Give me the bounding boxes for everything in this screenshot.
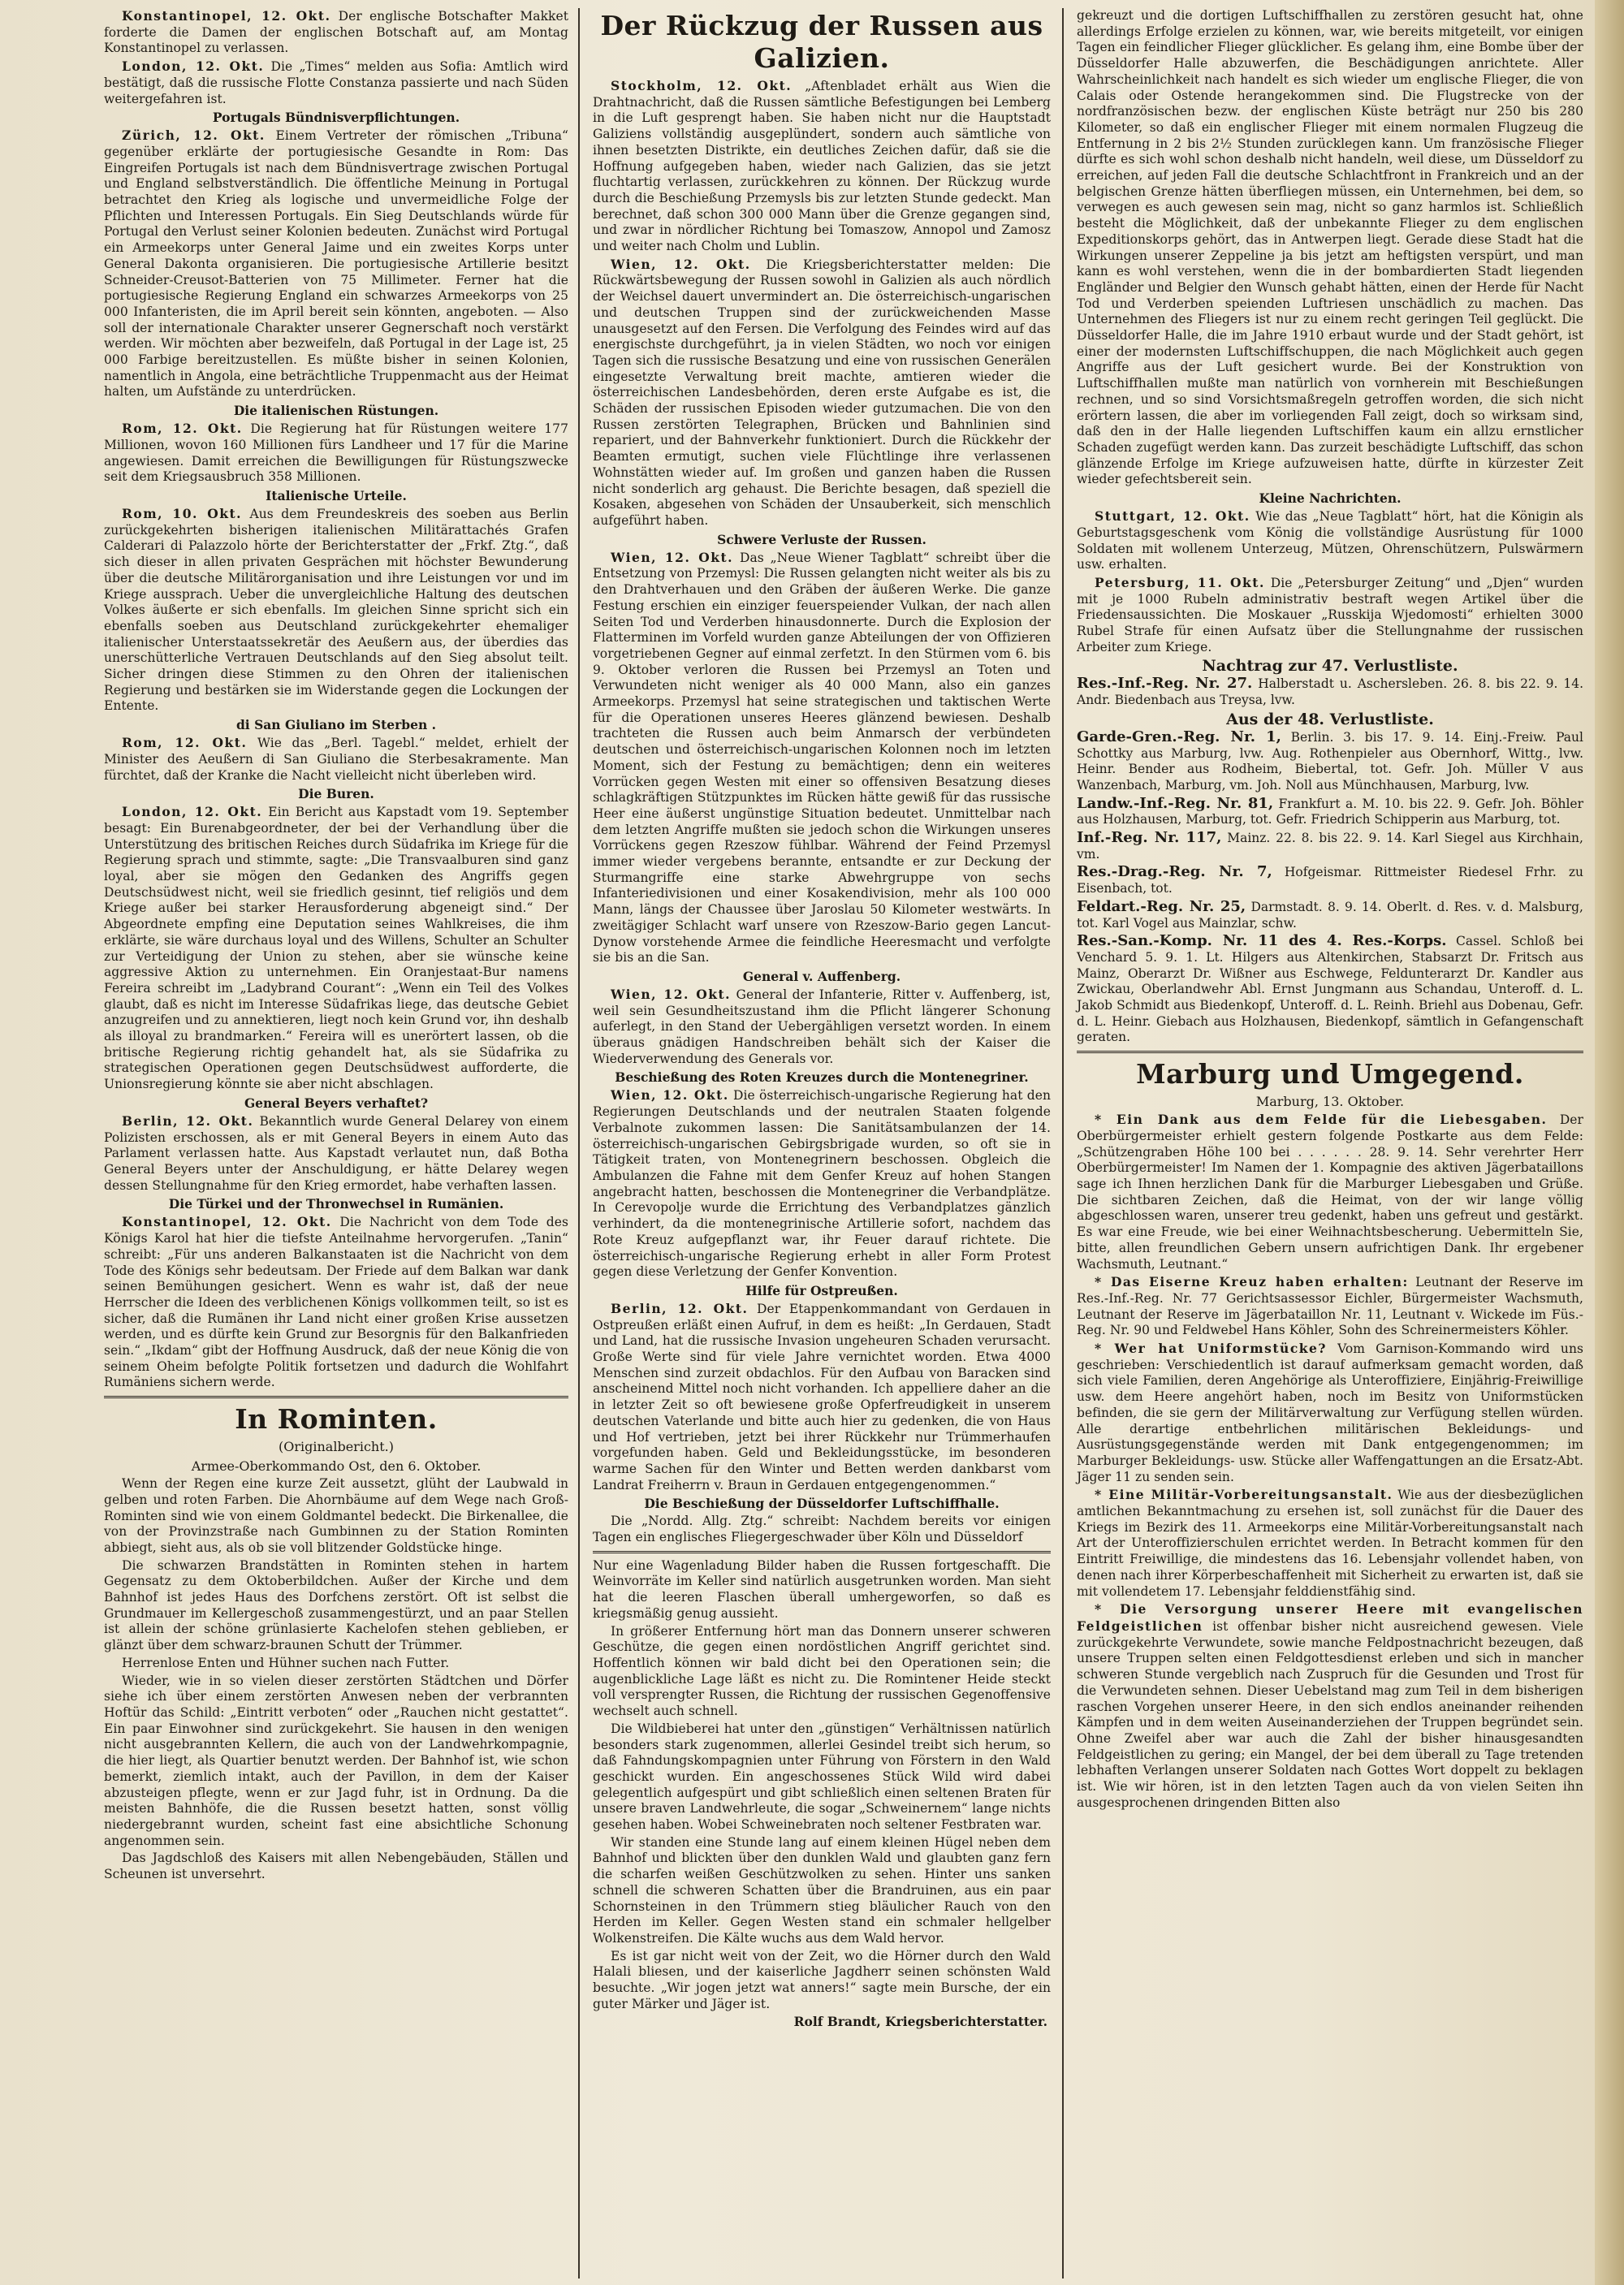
heading-nachtrag: Nachtrag zur 47. Verlustliste. — [1202, 657, 1458, 676]
dateline: * Wer hat Uniformstücke? — [1095, 1341, 1327, 1357]
section-duesseldorf-cont — [1077, 8, 1583, 488]
dateline: Berlin, 12. Okt. — [611, 1300, 749, 1316]
paragraph — [104, 1214, 568, 1391]
paragraph — [1077, 1601, 1583, 1811]
paragraph — [593, 78, 1051, 255]
section-rominten-cont — [593, 1558, 1051, 2013]
rominten-subtitle: (Originalbericht.) — [279, 1439, 394, 1455]
paragraph — [1077, 1274, 1583, 1339]
paragraph — [593, 1514, 1051, 1545]
paragraph-text: gekreuzt und die dortigen Luftschiffhallen zu zerstören gesucht hat, ohne allerdings Erfolge erzielen zu können, war, wie bereits mitgeteilt, vor einigen Tagen ein feindlicher Flieger glücklicher. Es gelang ihm, eine Bombe über der Düsseldorfer Halle abzuwerfen, die Beschädigungen anrichtete. Aller Wahrscheinlichkeit nach handelt es sich wieder um englische Flieger, die von Calais oder Ostende herangekommen sind. Die Flugstrecke von der nordfranzösischen bezw. der englischen Küste beträgt nur 250 bis 280 Kilometer, so daß ein englischer Flieger mit einem normalen Flugzeug die Entfernung in 2 bis 2½ Stunden zurücklegen kann. Um französische Flieger dürfte es sich wohl schon deshalb nicht handeln, weil diese, um Düsseldorf zu erreichen, auf jeden Fall die deutsche Schlachtfront in Frankreich und an der belgischen Grenze hätten überfliegen müssen, ein Unternehmen, bei dem, so verwegen es auch gewesen sein mag, nicht so ganz harmlos ist. Schließlich besteht die Möglichkeit, daß der unbekannte Flieger zu dem englischen Expeditionskorps gehört, das in Antwerpen liegt. Gerade diese Stadt hat die Wirkungen unserer Zeppeline ja bis jetzt am heftigsten verspürt, und man kann es wohl verstehen, wenn die in der bombardierten Stadt liegenden Engländer und Belgier den Wunsch gehabt hätten, einen der Herde für Nacht Tod und Verderben speienden Luftriesen unschädlich zu machen. Das Unternehmen des Fliegers ist nur zu einem recht geringen Teil geglückt. Die Düsseldorfer Halle, die im Jahre 1910 erbaut wurde und der Stadt gehört, ist einer der modernsten Luftschiffschuppen, die nach Möglichkeit auch gegen Angriffe aus der Luft gesichert wurde. Bei der Konstruktion von Luftschiffhallen mußte man natürlich von vornherein mit Beschießungen rechnen, und so sind Vorsichtsmaßregeln getroffen worden, die sich nicht erörtern lassen, die aber im vorliegenden Fall zeigt, doch so wirksam sind, daß den in der Halle liegenden Luftschiffen kaum ein allzu ernstlicher Schaden zugefügt werden kann. Das zurzeit beschädigte Luftschiff, das schon glänzende Erfolge im Kriege aufzuweisen hatte, dürfte in kürzester Zeit wieder gefechtsbereit sein. — [1077, 8, 1583, 487]
casualty-text: Mainz. 22. 8. bis 22. 9. 14. Karl Siegel aus Kirchhain, vm. — [1077, 831, 1583, 862]
marburg-dateline: Marburg, 13. Oktober. — [1255, 1094, 1405, 1110]
heading-portugal: Portugals Bündnisverpflichtungen. — [212, 110, 460, 126]
casualty-text: Darmstadt. 8. 9. 14. Oberlt. d. Res. v. d. Malsburg, tot. Karl Vogel aus Mainzlar, schw. — [1077, 899, 1583, 931]
dateline: Wien, 12. Okt. — [611, 549, 734, 565]
dateline: Wien, 12. Okt. — [611, 986, 732, 1002]
paragraph-text: Die österreichisch-ungarische Regierung hat den Regierungen Deutschlands und der neutralen Staaten folgende Verbalnote zukommen lassen: Die Sanitätsambulanzen der 14. österreichisch-ungarischen Gebirgsbrigade wurden, so oft sie in Tätigkeit traten, von Montenegrinern beschossen. Obgleich die Ambulanzen die Fahne mit dem Genfer Kreuz auf hohen Stangen angebracht hatten, beschossen die Montenegriner die Verbandplätze. In Cerevopolje wurde die Errichtung des Verbandplatzes gänzlich verhindert, da die montenegrinische Artillerie sofort, nachdem das Rote Kreuz aufgepflanzt war, ihr Feuer darauf richtete. Die österreichisch-ungarische Regierung erhebt in aller Form Protest gegen diese Verletzung der Genfer Konvention. — [593, 1088, 1051, 1280]
paragraph — [593, 987, 1051, 1068]
paragraph — [104, 1558, 568, 1654]
dateline: * Ein Dank aus dem Felde für die Liebesgaben. — [1095, 1112, 1548, 1128]
paragraph — [593, 1624, 1051, 1720]
dateline: Wien, 12. Okt. — [611, 1087, 729, 1104]
section-duesseldorf — [593, 1514, 1051, 1545]
casualty-text: Berlin. 3. bis 17. 9. 14. Einj.-Freiw. Paul Schottky aus Marburg, lvw. Aug. Rothenpieler aus Obernhorf, Wittg., lvw. Heinr. Bender aus Rodheim, Biebertal, tot. Gefr. Joh. Müller V aus Wanzenbach, Marburg, vm. Joh. Noll aus Münchhausen, Marburg, lvw. — [1077, 729, 1583, 793]
paragraph — [1077, 1487, 1583, 1600]
section-portugal — [104, 127, 568, 400]
column-rule — [578, 8, 580, 2279]
paragraph-text: Wieder, wie in so vielen dieser zerstörten Städtchen und Dörfer siehe ich über einem zerstörten Anwesen neben der verbrannten Hoftür das Schild: „Eintritt verboten“ oder „Rauchen nicht gestattet“. Ein paar Einwohner sind zurückgekehrt. Sie hausen in den wenigen nicht ausgebrannten Kellern, die auch von der Landwehrkompagnie, die hier liegt, als Quartier benutzt werden. Der Bahnhof ist, wie schon bemerkt, ziemlich intakt, auch der Pavillon, in dem der Kaiser abzusteigen pflegte, wenn er zur Jagd fuhr, ist in Ordnung. Da die meisten Bahnhöfe, die die Russen besetzt hatten, sonst völlig niedergebrannt wurden, scheint fast eine absichtliche Schonung angenommen sein. — [104, 1673, 568, 1848]
paragraph — [104, 506, 568, 715]
paragraph-text: Die Kriegsberichterstatter melden: Die Rückwärtsbewegung der Russen sowohl in Galizien als auch nördlich der Weichsel dauert unvermindert an. Die österreichisch-ungarischen und deutschen Truppen sind der zurückweichenden Masse unausgesetzt auf den Fersen. Die Verfolgung des Feindes wird auf das energischste durchgeführt, ja in vielen Städten, wo noch vor einigen Tagen sich die russische Besatzung und eine von russischen Generälen eingesetzte Verwaltung breit machte, amtieren wieder die österreichischen Landesbehörden, deren erste Aufgabe es ist, die Schäden der russischen Episoden wieder gutzumachen. Die von den Russen zerstörten Telegraphen, Brücken und Bahnlinien sind repariert, und der Bahnverkehr funktioniert. Durch die Rückkehr der Beamten ermutigt, suchen viele Flüchtlinge ihre verlassenen Wohnstätten wieder auf. Im großen und ganzen haben die Russen nicht sonderlich arg gehaust. Die Berichte besagen, daß speziell die Kosaken, abgesehen von Schäden der Unsauberkeit, sich menschlich aufgeführt haben. — [593, 257, 1051, 528]
paragraph — [593, 1721, 1051, 1834]
dateline: Rom, 12. Okt. — [122, 421, 243, 437]
paragraph-text: Die Nachricht von dem Tode des Königs Karol hat hier die tiefste Anteilnahme hervorgerufen. „Tanin“ schreibt: „Für uns anderen Balkanstaaten ist die Nachricht von dem Tode des Königs sehr bedeutsam. Der Friede auf dem Balkan war dank seinen Bemühungen gesichert. Wenn es wahr ist, daß der neue Herrscher die Ideen des verblichenen Königs vollkommen teilt, so ist es sicher, daß die Rumänen ihr Land nicht einer großen Krise aussetzen werden, und es dürfte kein Grund zur Besorgnis für den Balkanfrieden sein.“ „Ikdam“ gibt der Hoffnung Ausdruck, daß der neue König die von seinem Oheim befolgte Politik fortsetzen und dadurch die Wohlfahrt Rumäniens sichern werde. — [104, 1215, 568, 1390]
regiment-name: Inf.-Reg. Nr. 117, — [1077, 829, 1222, 847]
section-italien — [104, 421, 568, 486]
paragraph-text: Der Etappenkommandant von Gerdauen in Ostpreußen erläßt einen Aufruf, in dem es heißt: „In Gerdauen, Stadt und Land, hat die russische Invasion ungeheuren Schaden verursacht. Große Werte sind für viele Jahre vernichtet worden. Etwa 4000 Menschen sind zurzeit obdachlos. Für den Aufbau von Baracken sind anscheinend Mittel noch nicht vorhanden. Ich appelliere daher an die in letzter Zeit so oft bewiesene große Opferfreudigkeit in unserem deutschen Vaterlande und bitte auch hier zu gedenken, die von Haus und Hof vertrieben, jetzt bei ihrer Rückkehr nur Trümmerhaufen vorgefunden haben. Geld und Bekleidungsstücke, im besonderen warme Sachen für den Winter und Betten werden dankbarst vom Landrat Freiherrn v. Braun in Gerdauen entgegengenommen.“ — [593, 1301, 1051, 1492]
dateline: Stuttgart, 12. Okt. — [1095, 508, 1250, 525]
heading-auffenberg: General v. Auffenberg. — [742, 968, 901, 984]
paragraph — [1077, 1341, 1583, 1485]
paragraph — [104, 421, 568, 486]
section-giuliano — [104, 735, 568, 784]
heading-giuliano: di San Giuliano im Sterben . — [235, 717, 437, 733]
paragraph — [104, 1656, 568, 1672]
paragraph — [593, 550, 1051, 966]
paragraph — [104, 735, 568, 784]
paragraph-text: In größerer Entfernung hört man das Donnern unserer schweren Geschütze, die gegen einen nordöstlichen Angriff gerichtet sind. Hoffentlich können wir bald dicht bei den Operationen sein; die augenblickliche Lage läßt es nicht zu. Die Romintener Heide steckt voll versprengter Russen, die Richtung der russischen Gegenoffensive wechselt auch schnell. — [593, 1623, 1051, 1719]
paragraph — [104, 8, 568, 57]
paragraph — [104, 127, 568, 400]
heading-italien: Die italienischen Rüstungen. — [233, 403, 439, 419]
dateline: Wien, 12. Okt. — [611, 256, 751, 272]
paragraph — [104, 1113, 568, 1194]
heading-urteile: Italienische Urteile. — [266, 487, 407, 503]
regiment-name: Res.-Inf.-Reg. Nr. 27. — [1077, 675, 1253, 693]
section-ostpreussen — [593, 1301, 1051, 1493]
heading-kreuz: Beschießung des Roten Kreuzes durch die Montenegriner. — [615, 1069, 1029, 1086]
paragraph-text: Wenn der Regen eine kurze Zeit aussetzt, glüht der Laubwald in gelben und roten Farben. Die Ahornbäume auf dem Wege nach Groß-Rominten sind wie von einem Goldmantel bedeckt. Die Birkenallee, die von der Provinzstraße nach Gumbinnen zu der Station Rominten abbiegt, sieht aus, als ob sie voll blitzender Goldstücke hinge. — [104, 1476, 568, 1555]
paragraph-text: Vom Garnison-Kommando wird uns geschrieben: Verschiedentlich ist darauf aufmerksam gemacht worden, daß sich viele Familien, deren Angehörige als Unteroffiziere, Einjährig-Freiwillige usw. dem Heere angehört haben, noch im Besitz von Uniformstücken befinden, die sie gern der Militärverwaltung zur Verfügung stellen würden. Alle derartige entbehrlichen militärischen Bekleidungs- und Ausrüstungsgegenstände werden mit Dank entgegengenommen; im Marburger Bekleidungs- usw. Stücke aller Waffengattungen an die Ersatz-Abt. Jäger 11 zu senden sein. — [1077, 1341, 1583, 1484]
section-opening — [104, 8, 568, 107]
section-liste48 — [1077, 729, 1583, 1046]
dateline: Berlin, 12. Okt. — [122, 1112, 254, 1129]
paragraph-text: Das „Neue Wiener Tagblatt“ schreibt über die Entsetzung von Przemysl: Die Russen gelangten nicht weiter als bis zu den Drahtverhauen und den Gräben der äußeren Werke. Die ganze Festung erschien ein einziger feuerspeiender Vulkan, der nach allen Seiten Tod und Verderben hinausdonnerte. Durch die Explosion der Flatterminen im Vorfeld wurden ganze Abteilungen der von Offizieren vorgetriebenen Gegner auf einmal zerfetzt. In den Stürmen vom 6. bis 9. Oktober verloren die Russen bei Przemysl an Toten und Verwundeten nicht weniger als 40 000 Mann, also ein ganzes Armeekorps. Przemysl hat seine strategischen und taktischen Werte für die Operationen unseres Heeres glänzend bewiesen. Deshalb trachteten die Russen auch beim Anmarsch der verbündeten deutschen und österreichisch-ungarischen Kolonnen noch im letzten Moment, sich der Festung zu bemächtigen; denn ein weiteres Vorrücken gegen Westen mit einer so offensiven Besatzung dieses schlagkräftigen Stützpunktes im Rücken hätte gewiß für das russische Heer eine äußerst ungünstige Situation bedeutet. Unmittelbar nach dem letzten Angriffe mußten sie jedoch schon die Wirkungen unseres Vorrückens gegen Rzeszow fühlbar. Während der Feind Przemysl immer wieder vergebens berannte, entsandte er zur Deckung der Sturmangriffe eine starke Abwehrgruppe von sechs Infanteriedivisionen und einer Kosakendivision, mehr als 100 000 Mann, längs der Chaussee über Jaroslau 50 Kilometer westwärts. In zweitägiger Schlacht warf unsere von Rzeszow-Bario gegen Lancut-Dynow vorstehende Armee die feindliche Heeresmacht und verfolgte sie bis an die San. — [593, 550, 1052, 965]
paragraph-text: General der Infanterie, Ritter v. Auffenberg, ist, weil sein Gesundheitszustand ihm die Pflicht längerer Schonung auferlegt, in den Stand der Uebergähligen versetzt worden. In einem überaus gnädigen Handschreiben behält sich der Kaiser die Wiederverwendung des Generals vor. — [593, 987, 1051, 1066]
paragraph-text: Es ist gar nicht weit von der Zeit, wo die Hörner durch den Wald Halali bliesen, und der kaiserliche Jagdherr seinen schönsten Wald besuchte. „Wir jogen jetzt wat anners!“ sagte mein Bursche, der ein guter Märker und Jäger ist. — [593, 1948, 1051, 2011]
section-tuerkei — [104, 1214, 568, 1391]
paragraph — [593, 1835, 1051, 1947]
dateline: Konstantinopel, 12. Okt. — [122, 1214, 332, 1230]
heading-ostpreussen: Hilfe für Ostpreußen. — [745, 1282, 898, 1298]
paragraph-text: Der Oberbürgermeister erhielt gestern folgende Postkarte aus dem Felde: „Schützengraben Höhe 100 bei . . . . . . 28. 9. 14. Sehr verehrter Herr Oberbürgermeister! Im Namen der 1. Kompagnie des aktiven Jägerbataillons sage ich Ihnen herzlichen Dank für die Marburger Liebesgaben und Grüße. Die sichtbaren Zeichen, daß die Heimat, von der wir lange völlig abgeschlossen waren, unserer treu gedenkt, haben uns gefreut und gestärkt. Es war eine Freude, wie bei einer Weihnachtsbescherung. Uebermitteln Sie, bitte, allen freundlichen Gebern unsern aufrichtigen Dank. Ihr ergebener Wachsmuth, Leutnant.“ — [1077, 1112, 1583, 1272]
paragraph — [1077, 8, 1583, 488]
section-rominten — [104, 1476, 568, 1883]
paragraph-text: Die „Nordd. Allg. Ztg.“ schreibt: Nachdem bereits vor einigen Tagen ein englisches Fliegergeschwader über Köln und Düsseldorf — [593, 1514, 1051, 1545]
paragraph-text: Wie das „Neue Tagblatt“ hört, hat die Königin als Geburtstagsgeschenk vom König die vollständige Ausrüstung für 1000 Soldaten mit wollenem Unterzeug, Mützen, Ohrenschützern, Pulswärmern usw. erhalten. — [1077, 509, 1583, 572]
section-kreuz — [593, 1087, 1051, 1280]
regiment-name: Landw.-Inf.-Reg. Nr. 81, — [1077, 794, 1274, 812]
column-left — [97, 8, 575, 2279]
paragraph — [104, 804, 568, 1093]
column-middle — [586, 8, 1057, 2279]
section-urteile — [104, 506, 568, 715]
paragraph — [1077, 575, 1583, 656]
paragraph-text: Aus dem Freundeskreis des soeben aus Berlin zurückgekehrten bisherigen italienischen Militärattachés Grafen Calderari di Palazzolo hörte der Berichterstatter der „Frkf. Ztg.“, daß sich dieser in allen privaten Gesprächen mit höchster Bewunderung über die deutsche Militärorganisation und ihre Leistungen vor und im Kriege aussprach. Ueber die unvergleichliche Haltung des deutschen Volkes äußerte er sich ebenfalls. Im gleichen Sinne spricht sich ein ebenfalls soeben aus Deutschland zurückgekehrter ehemaliger italienischer Unterstaatssekretär des Aeußern aus, der überdies das unerschütterliche Vertrauen Deutschlands auf den Sieg absolut teilt. Sicher dringen diese Stimmen zu den Ohren der italienischen Regierung und bestärken sie im Widerstande gegen die Lockungen der Entente. — [104, 506, 568, 714]
paragraph — [593, 1301, 1051, 1493]
casualty-entry — [1077, 933, 1583, 1046]
paragraph-text: Einem Vertreter der römischen „Tribuna“ gegenüber erklärte der portugiesische Gesandte in Rom: Das Eingreifen Portugals ist nach dem Bündnisvertrage zwischen Portugal und England selbstverständlich. Die öffentliche Meinung in Portugal betrachtet den Krieg als logische und unvermeidliche Folge der Pflichten und Interessen Portugals. Ein Sieg Deutschlands würde für Portugal den Verlust seiner Kolonien bedeuten. Zunächst wird Portugal ein Armeekorps unter General Jaime und ein zweites Korps unter General Dakonta organisieren. Die portugiesische Artillerie besitzt Schneider-Creusot-Batterien von 75 Millimeter. Ferner hat die portugiesische Regierung England ein schwarzes Armeekorps von 25 000 Infanteristen, die im April bereit sein könnten, angeboten. — Also soll der internationale Charakter unserer Gegnerschaft noch verstärkt werden. Wir möchten aber bezweifeln, daß Portugal in der Lage ist, 25 000 Farbige bereitzustellen. Es müßte bisher in seinen Kolonien, namentlich in Angola, eine beträchtliche Truppenmacht aus der Heimat halten, um Aufstände zu unterdrücken. — [104, 128, 568, 400]
paragraph-text: Leutnant der Reserve im Res.-Inf.-Reg. Nr. 77 Gerichtsassessor Eichler, Bürgermeister Wachsmuth, Leutnant der Reserve im Jägerbataillon Nr. 11, Leutnant v. Wickede im Füs.-Reg. Nr. 90 und Feldwebel Hans Köhler, Sohn des Schreinermeisters Köhler. — [1077, 1275, 1584, 1338]
casualty-entry — [1077, 796, 1583, 828]
heading-verluste: Schwere Verluste der Russen. — [717, 531, 926, 547]
separator — [104, 1396, 568, 1398]
dateline: Rom, 10. Okt. — [122, 505, 243, 521]
dateline: London, 12. Okt. — [122, 804, 263, 820]
heading-liste48: Aus der 48. Verlustliste. — [1226, 710, 1434, 728]
regiment-name: Res.-Drag.-Reg. Nr. 7, — [1077, 863, 1272, 881]
byline: Rolf Brandt, Kriegsberichterstatter. — [793, 2014, 1047, 2030]
separator — [593, 1551, 1051, 1553]
section-beyers — [104, 1113, 568, 1194]
rominten-dateline: Armee-Oberkommando Ost, den 6. Oktober. — [191, 1458, 482, 1475]
paragraph — [104, 1674, 568, 1850]
paragraph-text: Bekanntlich wurde General Delarey von einem Polizisten erschossen, als er mit General Beyers in einem Auto das Parlament verlassen hatte. Aus Kapstadt verlautet nun, daß Botha General Beyers unter der Anschuldigung, er hätte Delarey wegen dessen Stellungnahme für den Krieg ermordet, habe verhaften lassen. — [104, 1113, 568, 1193]
section-kleine-nachrichten — [1077, 508, 1583, 655]
paragraph — [104, 1476, 568, 1557]
section-rueckzug — [593, 78, 1051, 529]
column-rule — [1062, 8, 1064, 2279]
paragraph-text: Das Jagdschloß des Kaisers mit allen Nebengebäuden, Ställen und Scheunen ist unversehrt. — [104, 1851, 568, 1882]
casualty-entry — [1077, 864, 1583, 896]
paragraph — [593, 1087, 1051, 1280]
regiment-name: Res.-San.-Komp. Nr. 11 des 4. Res.-Korps. — [1077, 932, 1447, 950]
regiment-name: Garde-Gren.-Reg. Nr. 1, — [1077, 728, 1281, 745]
section-auffenberg — [593, 987, 1051, 1068]
paragraph — [1077, 1112, 1583, 1272]
paragraph-text: Wir standen eine Stunde lang auf einem kleinen Hügel neben dem Bahnhof und blickten über den dunklen Wald und glaubten ganz fern die scharfen weißen Geschützwolken zu sehen. Hinter uns sanken schnell die schweren Schatten über die Brandruinen, aus ein paar Schornsteinen in den Trümmern stieg bläulicher Rauch von den Herden im Keller. Gegen Westen stand ein schmaler hellgelber Wolkenstreifen. Die Kälte wuchs aus dem Wald hervor. — [593, 1834, 1051, 1946]
paragraph — [593, 1949, 1051, 2013]
heading-beyers: General Beyers verhaftet? — [244, 1095, 429, 1111]
casualty-entry — [1077, 899, 1583, 931]
paragraph — [593, 257, 1051, 529]
dateline: * Die Versorgung unserer Heere mit evangelischen Feldgeistlichen — [1077, 1601, 1583, 1634]
paragraph-text: Wie das „Berl. Tagebl.“ meldet, erhielt der Minister des Aeußern di San Giuliano die Sterbesakramente. Man fürchtet, daß der Kranke die Nacht vielleicht nicht überleben wird. — [104, 736, 568, 783]
dateline: Petersburg, 11. Okt. — [1095, 574, 1265, 590]
paragraph — [104, 1851, 568, 1882]
dateline: * Eine Militär-Vorbereitungsanstalt. — [1095, 1487, 1393, 1503]
paragraph-text: Ein Bericht aus Kapstadt vom 19. September besagt: Ein Burenabgeordneter, der bei der Verhandlung über die Unterstützung des britischen Reiches durch Südafrika im Kriege für die Regierung sprach und stimmte, sagte: „Die Transvaalburen sind ganz loyal, aber sie mögen den Gedanken des Angriffs gegen Deutschsüdwest nicht, weil sie friedlich gesinnt, tief religiös und dem Kriege außer bei starker Herausforderung abgeneigt sind.“ Der Abgeordnete empfing eine Deputation seines Wahlkreises, die ihm erklärte, sie wäre durchaus loyal und des Willens, Schulter an Schulter zur Verteidigung der Union zu stehen, aber sie wünsche keine aggressive Aktion zu unternehmen. Ein Oranjestaat-Bur namens Fereira schreibt im „Ladybrand Courant“: „Wenn ein Teil des Volkes glaubt, daß es nicht im Interesse Südafrikas liege, das deutsche Gebiet anzugreifen und zu annektieren, liegt noch kein Grund vor, ihn deshalb als illoyal zu brandmarken.“ Fereira will es unerörtert lassen, ob die britische Regierung richtig gehandelt hat, als sie Südafrika zu strategischen Operationen gegen Deutschsüdwest aufforderte, die Unionsregierung könnte sie aber nicht abschlagen. — [104, 805, 568, 1092]
dateline: Rom, 12. Okt. — [122, 735, 248, 751]
casualty-entry — [1077, 830, 1583, 862]
paragraph — [104, 58, 568, 107]
paragraph-text: Nur eine Wagenladung Bilder haben die Russen fortgeschafft. Die Weinvorräte im Keller sind natürlich ausgetrunken worden. Man sieht hat die leeren Flaschen überall umhergeworfen, so daß es kriegsmäßig genug aussieht. — [593, 1557, 1051, 1621]
heading-buren: Die Buren. — [298, 786, 374, 802]
casualty-entry — [1077, 729, 1583, 794]
paragraph-text: ist offenbar bisher nicht ausreichend gewesen. Viele zurückgekehrte Verwundete, sowie manche Feldpostnachricht bezeugen, daß unsere Truppen selten einen Feldgottesdienst erleben und sich in mancher schweren Stunde vergeblich nach Zuspruch für die Gesunden und Trost für die Verwundeten sehnen. Dieser Uebelstand mag zum Teil in dem bisherigen raschen Vorgehen unserer Heere, in den sich endlos aneinander reihenden Kämpfen und in dem weiten Auseinanderziehen der Truppen begründet sein. Ohne Zweifel aber war auch die Zahl der bisher hinausgesandten Feldgeistlichen zu gering; ein Mangel, der bei dem überall zu Tage tretenden lebhaften Verlangen unserer Soldaten nach Gottes Wort doppelt zu beklagen ist. Wie wir hören, ist in den letzten Tagen auch da von vielen Seiten ihn ausgesprochenen dringenden Bitten also — [1077, 1618, 1583, 1810]
heading-duesseldorf: Die Beschießung der Düsseldorfer Luftschiffhalle. — [644, 1496, 1000, 1512]
section-buren — [104, 804, 568, 1093]
section-verluste — [593, 550, 1051, 966]
casualty-text: Hofgeismar. Rittmeister Riedesel Frhr. zu Eisenbach, tot. — [1077, 865, 1583, 896]
heading-rueckzug: Der Rückzug der Russen aus Galizien. — [600, 10, 1043, 74]
dateline: Konstantinopel, 12. Okt. — [122, 8, 331, 24]
heading-tuerkei: Die Türkei und der Thronwechsel in Rumänien. — [168, 1196, 504, 1212]
heading-marburg: Marburg und Umgegend. — [1136, 1058, 1524, 1091]
paragraph-text: Die schwarzen Brandstätten in Rominten stehen in hartem Gegensatz zu dem Oktoberbildchen. Außer der Kirche und dem Bahnhof ist jedes Haus des Dorfchens zerstört. Oft ist selbst die Grundmauer im Kellergeschoß zusammengestürzt, und an paar Stellen ist allein der schöne grünlasierte Kachelofen stehen geblieben, er glänzt über dem schwarz-braunen Schutt der Trümmer. — [104, 1557, 568, 1653]
paragraph-text: Die „Petersburger Zeitung“ und „Djen“ wurden mit je 1000 Rubeln administrativ bestraft wegen Artikel über die Friedensaussichten. Die Moskauer „Russkija Wjedomosti“ erhielten 3000 Rubel Strafe für einen Aufsatz über die Stellungnahme der russischen Arbeiter zum Kriege. — [1077, 575, 1583, 654]
paragraph-text: „Aftenbladet erhält aus Wien die Drahtnachricht, daß die Russen sämtliche Befestigungen bei Lemberg in die Luft gesprengt haben. Sie haben nicht nur die Hauptstadt Galiziens vollständig ausgeplündert, sondern auch sämtliche von ihnen besetzten Distrikte, ein deutliches Zeichen dafür, daß sie die Hoffnung aufgegeben haben, wieder nach Galizien, das sie jetzt fluchtartig verlassen, zurückkehren zu können. Der Rückzug wurde durch die Beschießung Przemysls bis zur letzten Stunde gedeckt. Man berechnet, daß schon 300 000 Mann über die Grenze gegangen sind, und zwar in nördlicher Richtung bei Tomaszow, Annopol und Zamosz und weiter nach Cholm und Lublin. — [593, 79, 1052, 254]
column-right — [1070, 8, 1590, 2279]
casualty-text: Frankfurt a. M. 10. bis 22. 9. Gefr. Joh. Böhler aus Holzhausen, Marburg, tot. Gefr. Friedrich Schipperin aus Marburg, tot. — [1077, 796, 1583, 827]
paragraph — [1077, 508, 1583, 573]
separator — [1077, 1051, 1583, 1053]
paragraph-text: Die Regierung hat für Rüstungen weitere 177 Millionen, wovon 160 Millionen fürs Landheer und 17 für die Marine angewiesen. Damit erreichen die Bewilligungen für Rüstungszwecke seit dem Kriegsausbruch 358 Millionen. — [104, 421, 568, 485]
casualty-entry — [1077, 676, 1583, 708]
dateline: Zürich, 12. Okt. — [122, 127, 266, 144]
casualty-text: Halberstadt u. Aschersleben. 26. 8. bis 22. 9. 14. Andr. Biedenbach aus Treysa, lvw. — [1077, 676, 1584, 708]
section-nachtrag — [1077, 676, 1583, 708]
dateline: * Das Eiserne Kreuz haben erhalten: — [1095, 1274, 1409, 1290]
paragraph-text: Die Wildbieberei hat unter den „günstigen“ Verhältnissen natürlich besonders stark zugenommen, allerlei Gesindel treibt sich herum, so daß Fahndungskompagnien unter Führung von Förstern in den Wald geschickt wurden. Ein angeschossenes Stück Wild wird dabei gelegentlich aufgespürt und gibt schließlich einen seltenen Braten für unsere braven Landwehrleute, die sogar „Schweinernem“ lange nichts gesehen haben. Wobei Schweinebraten noch seltener Festbraten war. — [593, 1721, 1051, 1833]
heading-kleine-nachrichten: Kleine Nachrichten. — [1259, 490, 1402, 507]
paragraph-text: Die „Times“ melden aus Sofia: Amtlich wird bestätigt, daß die russische Flotte Constanza passierte und nach Süden weitergefahren ist. — [104, 59, 569, 106]
section-marburg — [1077, 1112, 1583, 1811]
heading-rominten: In Rominten. — [235, 1403, 438, 1436]
casualty-text: Cassel. Schloß bei Venchard 5. 9. 1. Lt. Hilgers aus Altenkirchen, Stabsarzt Dr. Fritsch aus Mainz, Oberarzt Dr. Wißner aus Eschwege, Feldunterarzt Dr. Kandler aus Zwickau, Oberlandwehr Abl. Ernst Jungmann aus Schandau, Unteroff. d. L. Jakob Schmidt aus Biedenkopf, Unteroff. d. L. Reinh. Briehl aus Dobenau, Gefr. d. L. Heinr. Giebach aus Holzhausen, Biedenkopf, sämtlich in Gefangenschaft geraten. — [1077, 934, 1583, 1045]
dateline: Stockholm, 12. Okt. — [611, 78, 793, 93]
paragraph — [593, 1558, 1051, 1622]
dateline: London, 12. Okt. — [122, 58, 265, 75]
paragraph-text: Der englische Botschafter Makket forderte die Damen der englischen Botschaft auf, am Montag Konstantinopel zu verlassen. — [104, 9, 568, 56]
regiment-name: Feldart.-Reg. Nr. 25, — [1077, 897, 1246, 915]
paragraph-text: Wie aus der diesbezüglichen amtlichen Bekanntmachung zu ersehen ist, soll zunächst für die Dauer des Kriegs im Bezirk des 11. Armeekorps eine Militär-Vorbereitungsanstalt nach Art der Unteroffizierschulen errichtet werden. In Betracht kommen für den Eintritt Freiwillige, die mindestens das 16. Lebensjahr vollendet haben, von denen nach ihrer Körperbeschaffenheit mit Sicherheit zu erwarten ist, daß sie mit vollendetem 17. Lebensjahr felddienstfähig sind. — [1077, 1488, 1583, 1599]
page-edge — [1595, 0, 1624, 2285]
paragraph-text: Herrenlose Enten und Hühner suchen nach Futter. — [122, 1655, 450, 1670]
